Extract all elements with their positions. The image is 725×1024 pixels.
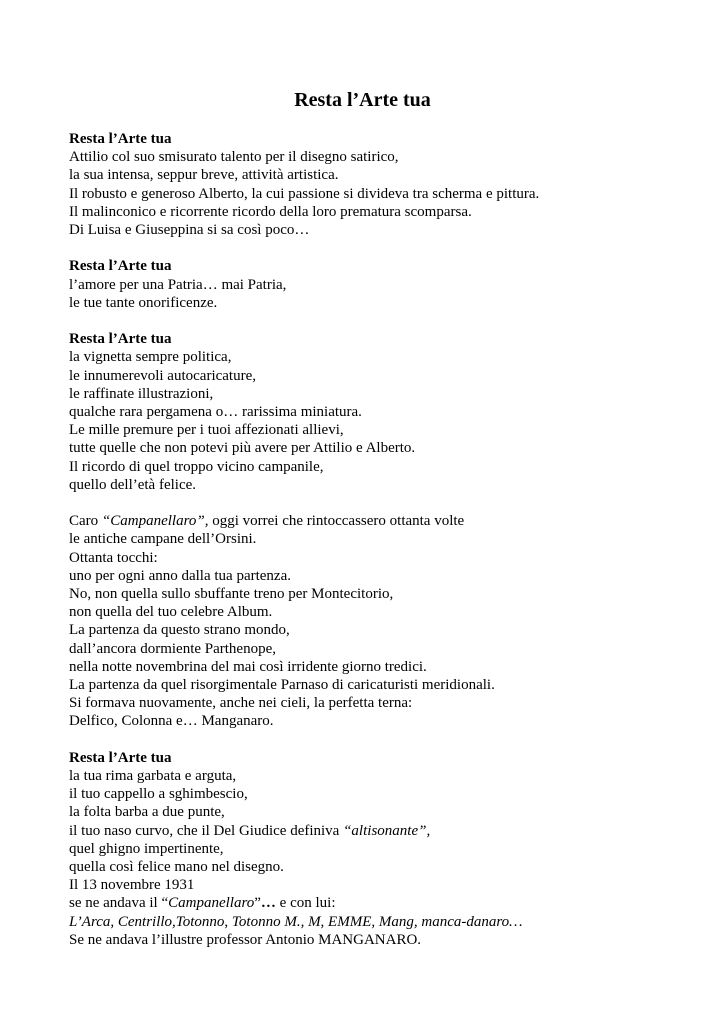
poem-line: la folta barba a due punte, — [69, 804, 225, 821]
poem-line: Si formava nuovamente, anche nei cieli, la perfetta terna: — [69, 695, 413, 712]
poem-line: uno per ogni anno dalla tua partenza. — [69, 567, 291, 584]
poem-line: la sua intensa, seppur breve, attività artistica. — [69, 167, 339, 184]
stanza-heading: Resta l’Arte tua — [69, 749, 172, 766]
poem-line: No, non quella sullo sbuffante treno per Montecitorio, — [69, 586, 394, 603]
stanza-3 — [69, 330, 689, 494]
poem-line — [69, 894, 689, 912]
line-text: e con lui: — [275, 895, 336, 912]
line-text: se ne andava il “ — [69, 895, 169, 912]
poem-line: quello dell’età felice. — [69, 476, 197, 493]
poem-body — [69, 130, 689, 967]
pseudonyms-line: L’Arca, Centrillo,Totonno, Totonno M., M, EMME, Mang, manca-danaro… — [69, 913, 523, 930]
line-text: il tuo naso curvo, che il Del Giudice definiva — [69, 822, 344, 839]
poem-line: Il 13 novembre 1931 — [69, 877, 195, 894]
poem-line: Se ne andava l’illustre professor Antonio MANGANARO. — [69, 931, 422, 948]
poem-line — [69, 512, 689, 530]
poem-line: Le mille premure per i tuoi affezionati allievi, — [69, 422, 344, 439]
poem-line: Attilio col suo smisurato talento per il disegno satirico, — [69, 149, 399, 166]
poem-line: non quella del tuo celebre Album. — [69, 604, 273, 621]
poem-line: quella così felice mano nel disegno. — [69, 859, 284, 876]
poem-line: le tue tante onorificenze. — [69, 294, 218, 311]
page-title: Resta l’Arte tua — [294, 89, 431, 111]
poem-line: Il ricordo di quel troppo vicino campanile, — [69, 458, 324, 475]
poem-line: tutte quelle che non potevi più avere per Attilio e Alberto. — [69, 440, 416, 457]
poem-line: Delfico, Colonna e… Manganaro. — [69, 713, 274, 730]
poem-line: qualche rara pergamena o… rarissima miniatura. — [69, 404, 362, 421]
poem-line: Il malinconico e ricorrente ricordo della loro prematura scomparsa. — [69, 203, 472, 220]
poem-line: Ottanta tocchi: — [69, 549, 158, 566]
stanza-heading: Resta l’Arte tua — [69, 131, 172, 147]
poem-line: le raffinate illustrazioni, — [69, 385, 214, 402]
stanza-heading: Resta l’Arte tua — [69, 258, 172, 275]
line-text: Caro — [69, 513, 102, 530]
stanza-heading: Resta l’Arte tua — [69, 331, 172, 348]
line-text: oggi vorrei che rintoccassero ottanta volte — [208, 513, 465, 530]
stanza-2 — [69, 257, 689, 312]
stanza-1 — [69, 130, 689, 239]
altisonante-italic: “altisonante”, — [343, 822, 431, 839]
poem-line: La partenza da questo strano mondo, — [69, 622, 290, 639]
poem-line: la vignetta sempre politica, — [69, 349, 232, 366]
poem-line: le antiche campane dell’Orsini. — [69, 531, 257, 548]
poem-line: dall’ancora dormiente Parthenope, — [69, 640, 276, 657]
poem-line: Il robusto e generoso Alberto, la cui passione si divideva tra scherma e pittura. — [69, 185, 540, 202]
poem-line: l’amore per una Patria… mai Patria, — [69, 276, 287, 293]
poem-line: Di Luisa e Giuseppina si sa così poco… — [69, 222, 310, 239]
poem-line: la tua rima garbata e arguta, — [69, 768, 237, 785]
poem-line: il tuo cappello a sghimbescio, — [69, 786, 248, 803]
poem-line: La partenza da quel risorgimentale Parnaso di caricaturisti meridionali. — [69, 677, 495, 694]
poem-line: le innumerevoli autocaricature, — [69, 367, 256, 384]
stanza-4 — [69, 512, 689, 730]
line-text: ” — [254, 895, 261, 912]
poem-line: quel ghigno impertinente, — [69, 840, 224, 857]
poem-line: nella notte novembrina del mai così irridente giorno tredici. — [69, 658, 427, 675]
stanza-5 — [69, 749, 689, 949]
ellipsis-bold: … — [260, 895, 276, 912]
campanellaro-italic: Campanellaro — [168, 895, 255, 912]
poem-line — [69, 822, 689, 840]
campanellaro-italic: “Campanellaro”, — [101, 513, 209, 530]
